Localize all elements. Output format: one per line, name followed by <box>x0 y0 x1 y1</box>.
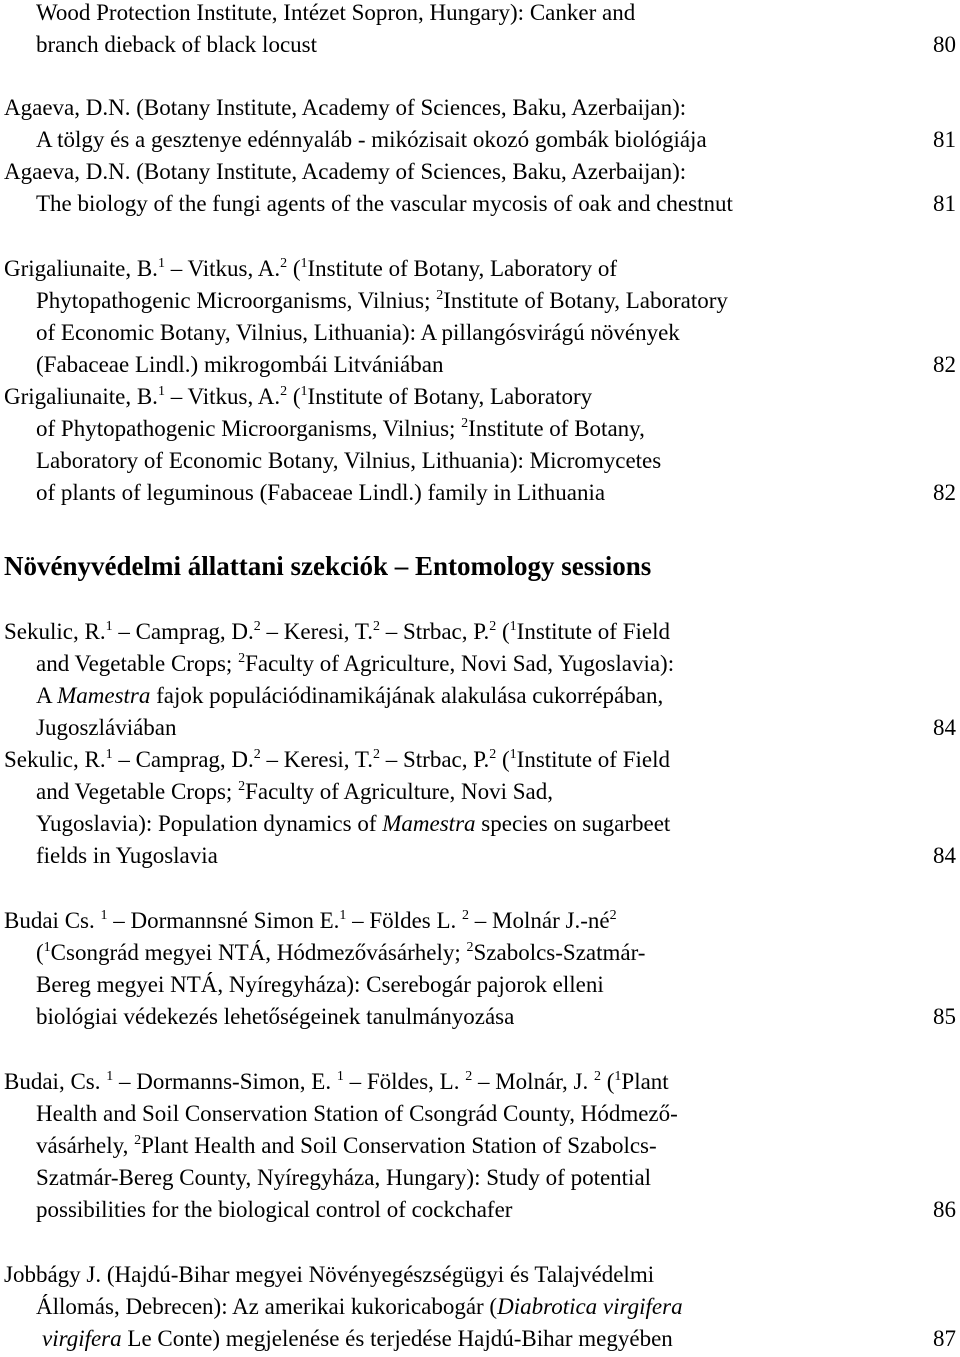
author: Keresi, T. <box>283 619 373 644</box>
superscript: 2 <box>238 779 246 794</box>
superscript: 1 <box>157 256 165 271</box>
entry-text: Bereg megyei NTÁ, Nyíregyháza): Cserebogár pajorok elleni <box>36 972 604 997</box>
affiliation: Institute of Botany, Laboratory of <box>307 256 618 281</box>
superscript: 2 <box>462 908 470 923</box>
entry-text: Jugoszláviában <box>36 715 177 740</box>
separator: – <box>349 1069 362 1094</box>
author: Vitkus, A. <box>187 256 281 281</box>
bracket: ( <box>501 619 510 644</box>
separator: – <box>170 256 183 281</box>
author: Molnár J.-né <box>492 908 610 933</box>
affiliation: Institute of Field <box>516 747 670 772</box>
author: Budai Cs. <box>4 908 95 933</box>
entry-text: of Economic Botany, Vilnius, Lithuania): A pillangósvirágú növények <box>36 320 680 345</box>
entry-text: possibilities for the biological control of cockchafer <box>36 1197 513 1222</box>
separator: – <box>118 747 130 772</box>
page-number: 81 <box>933 127 956 152</box>
superscript: 1 <box>105 619 113 634</box>
page-number: 85 <box>933 1004 956 1029</box>
taxon-name: virgifera <box>42 1326 122 1351</box>
superscript: 2 <box>253 619 261 634</box>
entry-text: Wood Protection Institute, Intézet Sopron, Hungary): Canker and <box>36 0 636 25</box>
superscript: 2 <box>436 288 444 303</box>
author: Vitkus, A. <box>187 384 281 409</box>
entry-text: Laboratory of Economic Botany, Vilnius, Lithuania): Micromycetes <box>36 448 662 473</box>
title-text: species on sugarbeet <box>475 811 671 836</box>
separator: – <box>352 908 364 933</box>
author: Keresi, T. <box>283 747 373 772</box>
entry-text: A tölgy és a gesztenye edénnyaláb - mikózisait okozó gombák biológiája <box>36 127 707 152</box>
affiliation: Institute of Field <box>516 619 670 644</box>
separator: – <box>385 619 398 644</box>
entry-line <box>4 1066 669 1098</box>
taxon-name: Diabrotica virgifera <box>497 1294 683 1319</box>
affiliation: Institute of Botany, <box>468 416 645 441</box>
entry-text: Agaeva, D.N. (Botany Institute, Academy of Sciences, Baku, Azerbaijan): <box>4 95 687 120</box>
separator: – <box>170 384 183 409</box>
superscript: 2 <box>609 908 617 923</box>
superscript: 1 <box>300 384 308 399</box>
separator: – <box>113 908 125 933</box>
taxon-name: Mamestra <box>382 811 476 836</box>
entry-line <box>36 648 674 680</box>
entry-line <box>36 776 553 808</box>
superscript: 2 <box>466 940 474 955</box>
author: Grigaliunaite, B. <box>4 256 158 281</box>
superscript: 1 <box>157 384 165 399</box>
entry-line <box>36 413 645 445</box>
bracket: ( <box>501 747 510 772</box>
title-text: fajok populációdinamikájának alakulása cukorrépában, <box>150 683 664 708</box>
separator: – <box>118 1069 131 1094</box>
superscript: 1 <box>106 1069 114 1084</box>
entry-line <box>36 1291 683 1323</box>
superscript: 1 <box>339 908 347 923</box>
affiliation: Institute of Botany, Laboratory <box>307 384 593 409</box>
entry-line <box>4 253 617 285</box>
page-number: 81 <box>933 191 956 216</box>
affiliation: Csongrád megyei NTÁ, Hódmezővásárhely; <box>50 940 467 965</box>
superscript: 2 <box>372 747 380 762</box>
page-number: 84 <box>933 843 956 868</box>
author: Camprag, D. <box>135 619 254 644</box>
superscript: 1 <box>509 619 517 634</box>
superscript: 2 <box>134 1133 142 1148</box>
page-number: 82 <box>933 352 956 377</box>
separator: – <box>266 619 279 644</box>
superscript: 1 <box>614 1069 622 1084</box>
author: Dormannsné Simon E. <box>130 908 340 933</box>
entry-line <box>4 905 617 937</box>
author: Budai, Cs. <box>4 1069 101 1094</box>
superscript: 2 <box>461 416 469 431</box>
entry-text: Agaeva, D.N. (Botany Institute, Academy of Sciences, Baku, Azerbaijan): <box>4 159 687 184</box>
affiliation: Phytopathogenic Microorganisms, Vilnius; <box>36 288 437 313</box>
entry-text: Health and Soil Conservation Station of Csongrád County, Hódmező- <box>36 1101 678 1126</box>
author: Földes, L. <box>366 1069 460 1094</box>
title-text: A <box>36 683 58 708</box>
superscript: 2 <box>372 619 380 634</box>
author: Sekulic, R. <box>4 619 106 644</box>
author: Molnár, J. <box>495 1069 589 1094</box>
entry-text: Szatmár-Bereg County, Nyíregyháza, Hungary): Study of potential <box>36 1165 652 1190</box>
entry-text: (Fabaceae Lindl.) mikrogombái Litvániában <box>36 352 444 377</box>
page-number: 80 <box>933 32 956 57</box>
bracket: ( <box>292 256 301 281</box>
affiliation: Plant <box>621 1069 669 1094</box>
superscript: 1 <box>43 940 51 955</box>
superscript: 2 <box>489 747 497 762</box>
affiliation: of Phytopathogenic Microorganisms, Vilnius; <box>36 416 462 441</box>
affiliation: Faculty of Agriculture, Novi Sad, Yugoslavia): <box>245 651 675 676</box>
entry-line <box>42 1323 673 1355</box>
entry-line <box>4 381 592 413</box>
superscript: 2 <box>280 384 288 399</box>
superscript: 2 <box>253 747 261 762</box>
entry-line <box>36 680 663 712</box>
page-number: 87 <box>933 1326 956 1351</box>
affiliation: Állomás, Debrecen): Az amerikai kukoricabogár ( <box>36 1294 498 1319</box>
entry-text: fields in Yugoslavia <box>36 843 218 868</box>
separator: – <box>474 908 487 933</box>
separator: – <box>477 1069 490 1094</box>
affiliation: and Vegetable Crops; <box>36 651 239 676</box>
author: Földes L. <box>369 908 457 933</box>
entry-text: The biology of the fungi agents of the vascular mycosis of oak and chestnut <box>36 191 733 216</box>
superscript: 2 <box>465 1069 473 1084</box>
entry-line <box>4 616 670 648</box>
title-text: Yugoslavia): Population dynamics of <box>36 811 383 836</box>
affiliation: Faculty of Agriculture, Novi Sad, <box>245 779 553 804</box>
author: Dormanns-Simon, E. <box>136 1069 332 1094</box>
superscript: 2 <box>593 1069 601 1084</box>
bracket: ( <box>36 940 44 965</box>
entry-line <box>36 808 670 840</box>
entry-text: Jobbágy J. (Hajdú-Bihar megyei Növényegészségügyi és Talajvédelmi <box>4 1262 655 1287</box>
entry-text: branch dieback of black locust <box>36 32 317 57</box>
page-number: 84 <box>933 715 956 740</box>
superscript: 2 <box>238 651 246 666</box>
entry-text: biológiai védekezés lehetőségeinek tanulmányozása <box>36 1004 515 1029</box>
superscript: 1 <box>336 1069 344 1084</box>
affiliation: Plant Health and Soil Conservation Station of Szabolcs- <box>141 1133 657 1158</box>
bracket: ( <box>292 384 301 409</box>
title-text: Le Conte) megjelenése és terjedése Hajdú-Bihar megyében <box>121 1326 673 1351</box>
taxon-name: Mamestra <box>57 683 151 708</box>
author: Strbac, P. <box>402 747 490 772</box>
author: Grigaliunaite, B. <box>4 384 158 409</box>
affiliation: Institute of Botany, Laboratory <box>443 288 728 313</box>
page-number: 82 <box>933 480 956 505</box>
entry-line <box>36 937 645 969</box>
superscript: 1 <box>100 908 108 923</box>
separator: – <box>266 747 279 772</box>
superscript: 1 <box>509 747 517 762</box>
entry-line <box>36 1130 657 1162</box>
affiliation: Szabolcs-Szatmár- <box>473 940 646 965</box>
section-heading: Növényvédelmi állattani szekciók – Entomology sessions <box>4 551 652 581</box>
bracket: ( <box>606 1069 615 1094</box>
affiliation: vásárhely, <box>36 1133 135 1158</box>
separator: – <box>118 619 130 644</box>
author: Sekulic, R. <box>4 747 106 772</box>
superscript: 1 <box>300 256 308 271</box>
superscript: 2 <box>280 256 288 271</box>
superscript: 1 <box>105 747 113 762</box>
author: Strbac, P. <box>402 619 490 644</box>
superscript: 2 <box>489 619 497 634</box>
entry-line <box>4 744 670 776</box>
separator: – <box>385 747 398 772</box>
entry-text: of plants of leguminous (Fabaceae Lindl.) family in Lithuania <box>36 480 606 505</box>
affiliation: and Vegetable Crops; <box>36 779 239 804</box>
author: Camprag, D. <box>135 747 254 772</box>
page-number: 86 <box>933 1197 956 1222</box>
entry-line <box>36 285 728 317</box>
